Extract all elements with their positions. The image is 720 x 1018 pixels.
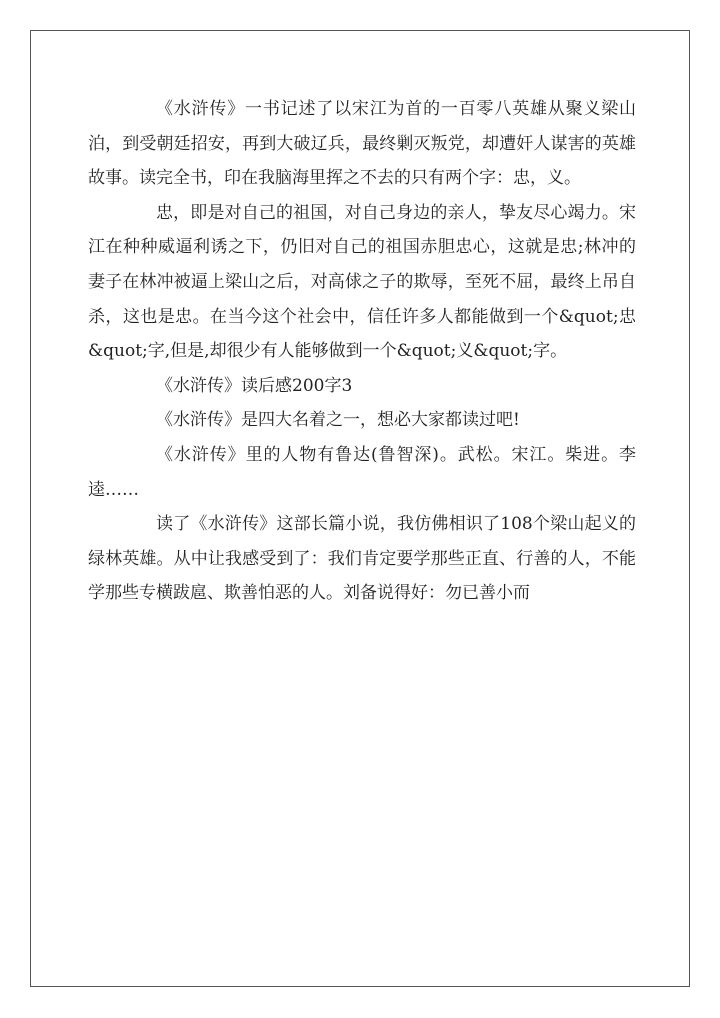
- paragraph-loyalty: 忠，即是对自己的祖国，对自己身边的亲人，挚友尽心竭力。宋江在种种威逼利诱之下，仍旧对自己的祖国赤胆忠心，这就是忠;林冲的妻子在林冲被逼上梁山之后，对高俅之子的欺辱，至死不屈，最终上吊自杀，这也是忠。在当今这个社会中，信任许多人都能做到一个&quot;忠&quot;字,但是,却很少有人能够做到一个&quot;义&quot;字。: [88, 202, 636, 362]
- paragraph-reflection: 读了《水浒传》这部长篇小说，我仿佛相识了108个梁山起义的绿林英雄。从中让我感受到了：我们肯定要学那些正直、行善的人，不能学那些专横跋扈、欺善怕恶的人。刘备说得好：勿已善小而: [88, 514, 636, 604]
- paragraph-classic: 《水浒传》是四大名着之一，想必大家都读过吧!: [156, 410, 520, 431]
- document-body: [88, 92, 636, 611]
- section-heading: 《水浒传》读后感200字3: [156, 375, 353, 396]
- paragraph-characters: 《水浒传》里的人物有鲁达(鲁智深)。武松。宋江。柴进。李逵……: [88, 444, 636, 500]
- paragraph-intro: 《水浒传》一书记述了以宋江为首的一百零八英雄从聚义梁山泊，到受朝廷招安，再到大破辽兵，最终剿灭叛党，却遭奸人谋害的英雄故事。读完全书，印在我脑海里挥之不去的只有两个字：忠，义。: [88, 99, 636, 189]
